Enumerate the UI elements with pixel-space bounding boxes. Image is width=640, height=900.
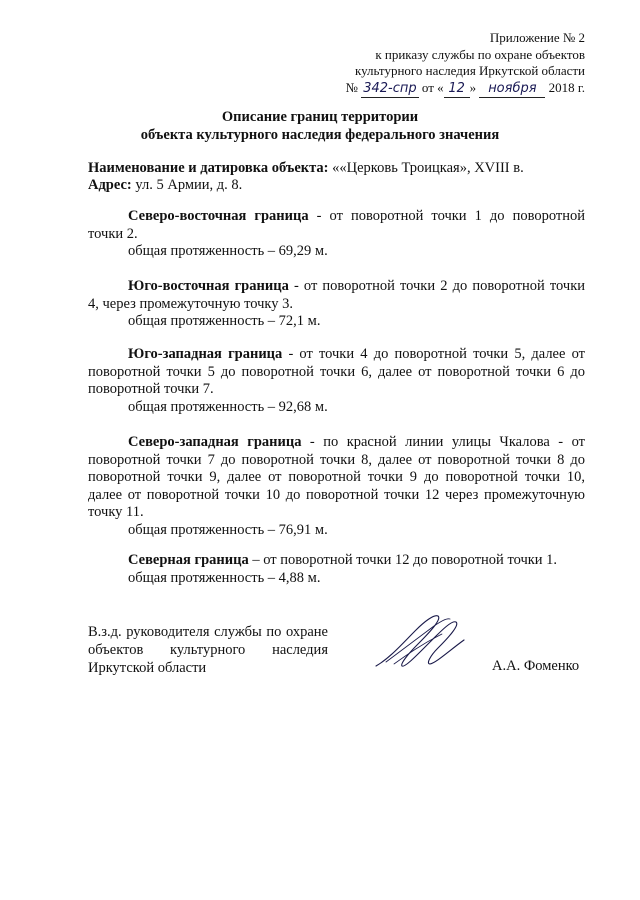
boundary-section — [88, 208, 585, 261]
object-name-value: ««Церковь Троицкая», XVIII в. — [332, 160, 524, 176]
boundary-heading: Северо-западная граница — [128, 434, 302, 450]
handwritten-month: ноября — [479, 81, 545, 99]
appendix-line-2: к приказу службы по охране объектов — [375, 46, 585, 62]
boundary-heading: Северо-восточная граница — [128, 208, 309, 224]
appendix-header — [285, 30, 585, 98]
boundary-text: - от поворотной точки 1 до поворотной точки 2. — [88, 208, 585, 242]
title-line-1: Описание границ территории — [221, 109, 419, 125]
signature-image — [372, 610, 472, 672]
from-label: от « — [421, 79, 444, 95]
boundary-description — [88, 552, 585, 570]
title-line-2: объекта культурного наследия федерального значения — [140, 127, 500, 143]
handwritten-order-number: 342-спр — [361, 81, 418, 99]
boundary-text: - по красной линии улицы Чкалова - от поворотной точки 7 до поворотной точки 8, далее от поворотной точки 8 до поворотной точки 9, далее от поворотной точки 9 до поворотной точки 10, далее от поворотной точки 10 до поворотной точки 12 через промежуточную точку 11. — [88, 434, 585, 520]
object-info — [88, 160, 588, 194]
boundary-section — [88, 434, 585, 539]
number-label: № — [345, 79, 358, 95]
boundary-description — [88, 278, 585, 313]
handwritten-day: 12 — [444, 81, 470, 99]
object-address-value: ул. 5 Армии, д. 8. — [135, 177, 243, 193]
boundary-length: общая протяженность – 4,88 м. — [128, 569, 321, 586]
boundary-section — [88, 346, 585, 416]
quote-close: » — [469, 79, 477, 95]
order-reference-line — [285, 80, 585, 99]
boundary-heading: Юго-западная граница — [128, 346, 283, 362]
boundary-section — [88, 278, 585, 331]
object-name-label: Наименование и датировка объекта: — [88, 160, 329, 176]
object-address-line — [88, 177, 588, 194]
boundary-text: - от точки 4 до поворотной точки 5, далее от поворотной точки 5 до поворотной точки 6, далее от поворотной точки 6 до поворотной точки 7. — [88, 346, 585, 397]
boundary-text: – от поворотной точки 12 до поворотной точки 1. — [248, 552, 558, 568]
boundary-length: общая протяженность – 69,29 м. — [128, 243, 328, 259]
document-title — [0, 108, 640, 144]
boundary-heading: Юго-восточная граница — [128, 278, 289, 294]
boundary-description — [88, 208, 585, 243]
boundary-description — [88, 434, 585, 522]
signatory-name: А.А. Фоменко — [492, 658, 580, 674]
boundary-description — [88, 346, 585, 399]
boundary-heading: Северная граница — [128, 552, 249, 568]
appendix-line-1: Приложение № 2 — [489, 30, 585, 45]
boundary-length: общая протяженность – 92,68 м. — [128, 398, 328, 415]
object-address-label: Адрес: — [88, 177, 132, 193]
order-year: 2018 г. — [548, 79, 585, 95]
boundary-text: - от поворотной точки 2 до поворотной точки 4, через промежуточную точку 3. — [88, 278, 585, 312]
boundary-section — [88, 552, 585, 587]
object-name-line — [88, 160, 588, 177]
signatory-position: В.з.д. руководителя службы по охране объектов культурного наследия Иркутской области — [88, 624, 328, 676]
appendix-line-3: культурного наследия Иркутской области — [354, 63, 585, 78]
boundary-length: общая протяженность – 72,1 м. — [128, 313, 321, 329]
boundary-length: общая протяженность – 76,91 м. — [128, 521, 328, 538]
